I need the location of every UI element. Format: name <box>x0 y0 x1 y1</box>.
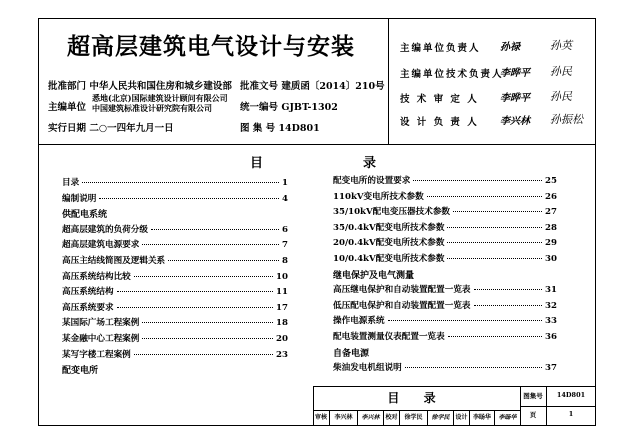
toc-heading-left: 目 <box>250 156 264 171</box>
checker-name: 徐学民 <box>399 410 427 426</box>
toc-entry-title: 低压配电保护和自动装置配置一览表 <box>333 300 471 311</box>
toc-entry-title: 高压主结线简图及逻辑关系 <box>62 256 166 266</box>
toc-entry-title: 高压系统结构比较 <box>62 271 131 282</box>
signature-role: 技 术 审 定 人 <box>400 94 479 105</box>
toc-leader-dots <box>168 260 279 261</box>
toc-entry <box>62 192 288 205</box>
toc-entry-page: 1 <box>282 178 288 188</box>
toc-entry-title: 超高层建筑的负荷分级 <box>62 224 148 235</box>
approval-dept: 批准部门 中华人民共和国住房和城乡建设部 <box>48 81 232 92</box>
toc-entry-title: 高压系统要求 <box>62 302 114 313</box>
header-separator <box>38 144 596 145</box>
toc-entry-title: 配变电所的设置要求 <box>333 176 411 186</box>
signature-role: 主编单位负责人 <box>400 43 481 54</box>
toc-entry <box>333 252 557 265</box>
signature-name: 李晔平 <box>500 68 530 79</box>
toc-entry-title: 某金融中心工程案例 <box>62 334 140 344</box>
signature-name: 孙禄 <box>500 42 520 53</box>
toc-entry <box>62 348 288 361</box>
toc-leader-dots <box>117 307 273 308</box>
toc-entry-title: 35/0.4kV配变电所技术参数 <box>333 222 445 233</box>
toc-entry <box>62 332 288 345</box>
toc-entry-title: 高压系统结构 <box>62 287 114 298</box>
toc-entry <box>62 285 288 298</box>
toc-entry-page: 33 <box>545 316 557 327</box>
toc-leader-dots <box>99 198 279 199</box>
document-title: 超高层建筑电气设计与安装 <box>67 34 355 60</box>
toc-section-heading: 自备电源 <box>333 348 370 359</box>
reviewer-signature: 李兴林 <box>357 410 383 426</box>
toc-leader-dots <box>388 320 542 321</box>
editor-unit: 悉地(北京)国际建筑设计顾问有限公司 中国建筑标准设计研究院有限公司 <box>92 93 228 113</box>
toc-entry-page: 6 <box>282 224 288 235</box>
toc-entry-page: 18 <box>276 318 288 329</box>
unified-number: 统一编号 GJBT-1302 <box>240 102 338 113</box>
title-block-title: 目 录 <box>387 391 446 405</box>
signature-mark: 孙民 <box>550 90 572 103</box>
signature-mark: 孙英 <box>550 39 572 52</box>
toc-entry <box>62 254 288 267</box>
designer-name: 李旸华 <box>469 410 494 426</box>
header-vertical-separator <box>388 18 389 144</box>
toc-entry-page: 31 <box>545 285 557 296</box>
toc-entry-page: 17 <box>276 302 288 313</box>
signature-name: 李兴林 <box>500 116 530 127</box>
toc-leader-dots <box>474 289 543 290</box>
toc-entry-page: 25 <box>545 176 557 186</box>
toc-entry <box>62 176 288 189</box>
checker-signature: 徐学民 <box>427 410 453 426</box>
toc-entry-page: 27 <box>545 207 557 218</box>
toc-entry-title: 配电装置测量仪表配置一览表 <box>333 332 445 342</box>
toc-leader-dots <box>134 354 273 355</box>
toc-entry-title: 编制说明 <box>62 193 97 204</box>
toc-entry <box>333 299 557 312</box>
toc-entry <box>333 236 557 249</box>
toc-entry <box>333 221 557 234</box>
toc-section-heading: 配变电所 <box>62 366 99 377</box>
toc-leader-dots <box>453 211 542 212</box>
toc-entry-page: 30 <box>545 254 557 264</box>
toc-entry-page: 20 <box>276 334 288 344</box>
design-label: 设计 <box>453 410 469 426</box>
toc-section-heading: 供配电系统 <box>62 210 108 221</box>
atlas-number: 图 集 号 14D801 <box>240 123 320 134</box>
page-value: 1 <box>568 410 574 418</box>
toc-entry-page: 4 <box>282 193 288 204</box>
toc-section-heading: 继电保护及电气测量 <box>333 270 415 281</box>
signature-name: 李晔平 <box>500 93 530 104</box>
toc-entry <box>333 330 557 343</box>
toc-entry-title: 目录 <box>62 178 80 188</box>
toc-entry-page: 32 <box>545 300 557 311</box>
toc-entry <box>62 270 288 283</box>
toc-entry <box>62 223 288 236</box>
toc-entry-page: 8 <box>282 256 288 266</box>
toc-entry-title: 柴油发电机组说明 <box>333 363 402 374</box>
toc-entry-title: 110kV变电所技术参数 <box>333 191 424 202</box>
signature-role: 主编单位技术负责人 <box>400 69 504 80</box>
toc-leader-dots <box>142 338 273 339</box>
toc-leader-dots <box>447 227 542 228</box>
signature-mark: 孙振松 <box>550 113 583 126</box>
toc-leader-dots <box>474 305 543 306</box>
toc-leader-dots <box>448 336 542 337</box>
toc-leader-dots <box>447 258 542 259</box>
toc-entry <box>333 190 557 203</box>
atlas-label: 图集号 <box>523 392 543 400</box>
designer-signature: 李旸华 <box>494 410 520 426</box>
toc-entry-page: 11 <box>276 287 288 298</box>
toc-entry-page: 23 <box>276 349 288 360</box>
title-block-divider <box>520 406 596 407</box>
toc-entry <box>333 283 557 296</box>
toc-entry-title: 20/0.4kV配变电所技术参数 <box>333 238 445 249</box>
toc-entry-title: 某写字楼工程案例 <box>62 349 131 360</box>
toc-entry-page: 10 <box>276 271 288 282</box>
toc-leader-dots <box>427 196 542 197</box>
toc-entry-page: 26 <box>545 191 557 202</box>
toc-entry-title: 操作电源系统 <box>333 316 385 327</box>
toc-leader-dots <box>142 322 273 323</box>
reviewer-name: 李兴林 <box>329 410 357 426</box>
toc-leader-dots <box>405 367 542 368</box>
toc-entry <box>62 238 288 251</box>
toc-entry-title: 35/10kV配电变压器技术参数 <box>333 207 451 218</box>
toc-entry-page: 36 <box>545 332 557 342</box>
page-label: 页 <box>529 411 537 419</box>
approval-doc: 批准文号 建质函〔2014〕210号 <box>240 81 385 92</box>
editor-unit-label: 主编单位 <box>48 102 87 113</box>
review-label: 审核 <box>314 414 327 421</box>
check-label: 校对 <box>383 410 399 426</box>
toc-entry-page: 28 <box>545 222 557 233</box>
toc-entry <box>62 301 288 314</box>
toc-leader-dots <box>151 229 279 230</box>
atlas-value: 14D801 <box>556 391 586 399</box>
toc-entry-title: 某国际广场工程案例 <box>62 318 140 329</box>
toc-entry <box>333 361 557 374</box>
toc-entry <box>333 174 557 187</box>
toc-leader-dots <box>142 244 279 245</box>
toc-entry-page: 7 <box>282 240 288 251</box>
toc-entry-title: 10/0.4kV配变电所技术参数 <box>333 254 445 264</box>
toc-entry-page: 29 <box>545 238 557 249</box>
toc-entry-page: 37 <box>545 363 557 374</box>
toc-entry <box>333 205 557 218</box>
signature-role: 设 计 负 责 人 <box>400 117 479 128</box>
toc-leader-dots <box>413 180 542 181</box>
toc-heading-right: 录 <box>363 156 377 171</box>
toc-leader-dots <box>447 242 542 243</box>
toc-leader-dots <box>117 291 273 292</box>
toc-leader-dots <box>82 182 279 183</box>
toc-entry <box>62 316 288 329</box>
toc-entry-title: 超高层建筑电源要求 <box>62 240 140 251</box>
toc-entry <box>333 314 557 327</box>
signature-mark: 孙民 <box>550 65 572 78</box>
toc-entry-title: 高压继电保护和自动装置配置一览表 <box>333 285 471 296</box>
implementation-date: 实行日期 二○一四年九月一日 <box>48 123 174 134</box>
toc-leader-dots <box>134 276 273 277</box>
